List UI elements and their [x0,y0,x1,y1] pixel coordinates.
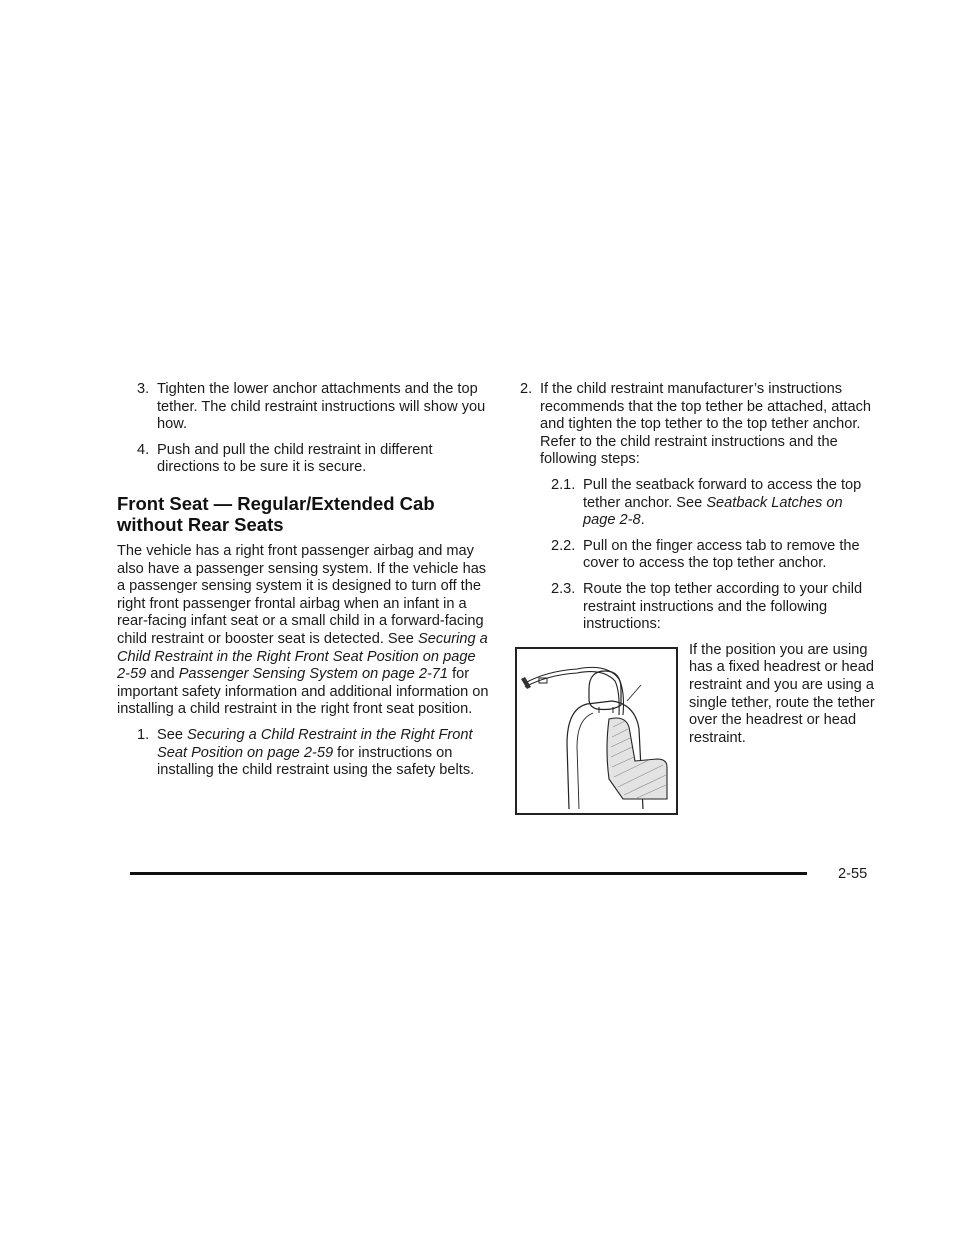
cross-reference-link[interactable]: Securing a Child Restraint in the Right Front Seat Position on page 2-59 [157,726,473,761]
body-paragraph [117,543,492,719]
right-column [515,381,877,824]
step-number: 1. [137,726,150,743]
step-text: Pull the seatback forward to access the top tether anchor. See Seatback Latches on page 2-8. [583,476,862,529]
step-2-3 [515,581,877,634]
step-2 [515,381,877,469]
footer-rule [130,872,807,875]
cross-reference-link[interactable]: Passenger Sensing System on page 2-71 [178,666,449,683]
step-text: Tighten the lower anchor attachments and the top tether. The child restraint instructions will show you how. [157,381,486,433]
step-text: Push and pull the child restraint in different directions to be sure it is secure. [157,441,433,476]
step-text: See Securing a Child Restraint in the Right Front Seat Position on page 2-59 for instructions on installing the child restraint using the safety belts. [157,726,475,779]
step-number: 2.1. [551,476,576,493]
step-number: 2.3. [551,580,576,597]
step-4 [117,442,492,477]
cross-reference-link[interactable]: Seatback Latches on page 2-8 [583,494,843,529]
step-3 [117,381,492,434]
step-2-1 [515,477,877,530]
seat-headrest-tether-icon [517,649,676,813]
figure-block [515,642,877,824]
step-number: 4. [137,441,150,458]
step-text: Route the top tether according to your child restraint instructions and the following instructions: [583,580,863,633]
figure-caption: If the position you are using has a fixed headrest or head restraint and you are using a single tether, route the tether over the headrest or head restraint. [689,641,875,746]
step-number: 2.2. [551,537,576,554]
step-text: Pull on the finger access tab to remove the cover to access the top tether anchor. [583,537,860,572]
step-2-2 [515,538,877,573]
left-column [117,381,492,788]
page-number: 2-55 [838,866,868,882]
paragraph-text: for important safety information and additional information on installing a child restraint in the right front seat position. [117,666,489,718]
cross-reference-link[interactable]: Securing a Child Restraint in the Right Front Seat Position on page 2-59 [117,630,488,683]
seat-tether-illustration [515,647,678,815]
step-1 [117,727,492,780]
step-number: 3. [137,381,150,397]
step-number: 2. [520,381,533,397]
paragraph-text: The vehicle has a right front passenger airbag and may also have a passenger sensing system. If the vehicle has a passenger sensing system it is designed to turn off the right front passenger frontal airbag when an infant in a rear-facing infant seat or a small child in a forward-facing child restraint or booster seat is detected. See [117,542,487,647]
paragraph-text: and [146,666,179,683]
step-text: If the child restraint manufacturer’s instructions recommends that the top tether be attached, attach and tighten the top tether to the top tether anchor. Refer to the child restraint instructions and the following steps: [540,381,871,468]
section-heading: Front Seat — Regular/Extended Cab without Rear Seats [117,492,435,535]
